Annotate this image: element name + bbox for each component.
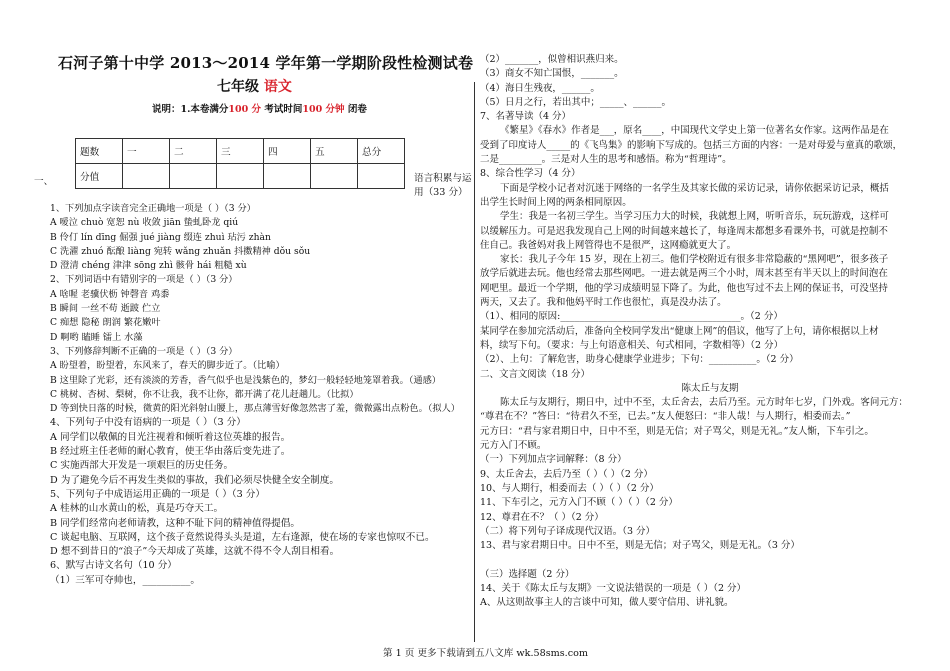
text-line: 料，续写下句。（要求：与上句语意相关、句式相同，字数相等）（2 分） [480,339,784,351]
score-cell: 分值 [76,164,123,189]
text-line: D 想不到昔日的“浪子”今天却成了英雄，这就不得不令人刮目相看。 [50,546,340,558]
text-line: C 实施西部大开发是一项艰巨的历史任务。 [50,460,234,472]
text-line: （三）选择题（2 分） [480,568,575,580]
text-line: B 瞬间 一丝不苟 逝跛 伫立 [50,303,161,315]
text-line: 家长：我儿子今年 15 岁，现在上初三。他们学校附近有很多非常隐蔽的“黑网吧”，很多孩子 [500,254,889,266]
text-line: 4、下列句子中没有语病的一项是（ ）（3 分） [50,417,246,429]
score-cell [123,164,170,189]
text-line: （5）日月之行，若出其中；_____、______。 [480,96,671,108]
text-line: 元方入门不顾。 [480,440,547,452]
note-time: 100 分钟 [302,104,345,115]
text-line: 12、尊君在不？（ ）（2 分） [480,511,604,523]
text-line: 7、名著导读（4 分） [480,111,571,123]
text-line: “尊君在不？”答曰：“待君久不至，已去。”友人便怒曰：“非人哉！与人期行，相委而去。” [480,411,851,423]
text-line: B 同学们经常向老师请教，这种不耻下问的精神值得提倡。 [50,517,300,529]
score-table [75,138,405,189]
score-cell [358,164,405,189]
text-line: B 经过班主任老师的耐心教育，使王华由落后变先进了。 [50,446,291,458]
text-line: B 这里除了光彩，还有淡淡的芳香，香气似乎也是浅紫色的，梦幻一般轻轻地笼罩着我。（通感） [50,374,441,386]
text-line: 13、君与家君期日中。日中不至，则是无信；对子骂父，则是无礼。（3 分） [480,540,800,552]
text-line: 受到了印度诗人_____的《飞鸟集》的影响下写成的。包括三方面的内容：一是对母爱与童真的歌颂， [480,139,903,151]
score-cell: 总分 [358,139,405,164]
text-line: A、从这则故事主人的言谈中可知，做人要守信用、讲礼貌。 [480,597,734,609]
text-line: （4）海日生残夜，______。 [480,82,600,94]
text-line: 住自己。我爸妈对我上网管得也不是很严，这网瘾就更大了。 [480,239,737,251]
text-line: 陈太丘与友期 [681,382,739,394]
text-line: A 盼望着，盼望着，东风来了，春天的脚步近了。（比喻） [50,360,285,372]
text-line: 二、文言文阅读（18 分） [480,368,590,380]
text-line: 8、综合性学习（4 分） [480,168,581,180]
text-line: 2、下列词语中有错别字的一项是（ ）（3 分） [50,274,238,286]
score-cell: 五 [311,139,358,164]
score-cell: 一 [123,139,170,164]
text-line: C 桃树、杏树、梨树，你不让我，我不让你，都开满了花儿赶趟儿。（比拟） [50,388,359,400]
score-cell: 题数 [76,139,123,164]
text-line: （1）、相同的原因:______________________________________。（2 分） [480,311,783,323]
text-line: 5、下列句子中成语运用正确的一项是（ ）（3 分） [50,488,265,500]
text-line: C 洗濯 zhuó 酝酿 liàng 宛转 wǎng zhuǎn 抖擞精神 dǒu sǒu [50,245,311,257]
note-mid: 考试时间 [261,104,303,115]
text-line: A 嗳泣 chuò 宽恕 nù 收敛 jiān 蛰虬卧龙 qiú [50,217,239,229]
text-line: 二是_________。三是对人生的思考和感悟。称为“哲理诗”。 [480,154,732,166]
text-line: D 啊哟 瞌睡 镭上 水藻 [50,331,143,343]
text-line: 两天，又去了。我和他妈平时工作也很忙，真是没办法了。 [480,297,727,309]
exam-note [152,101,367,115]
text-line: 下面是学校小记者对沉迷于网络的一名学生及其家长做的采访记录，请你依据采访记录，概括 [500,182,889,194]
text-line: 某同学在参加完活动后，准备向全校同学发出“健康上网”的倡议，他写了上句，请你根据以上材 [480,325,879,337]
text-line: 放学后就进去玩。他也经常去那些网吧。一进去就是两三个小时，周末甚至有半天以上的时间泡在 [480,268,888,280]
text-line: （一）下列加点字词解释：（8 分） [480,454,627,466]
note-prefix: 说明：1.本卷满分 [152,104,229,115]
score-cell [264,164,311,189]
text-line: C 谈起电脑、互联网，这个孩子竟然说得头头是道，左右逢源，使在场的专家也惊叹不已。 [50,531,435,543]
score-cell: 三 [217,139,264,164]
score-table-header-row [76,139,405,164]
text-line: 网吧里。最近一个学期，他的学习成绩明显下降了。为此，他也写过不去上网的保证书，可没坚持 [480,282,888,294]
text-line: （2）、上句：了解危害，助身心健康学业进步；下句：__________。（2 分） [480,354,799,366]
score-cell: 二 [170,139,217,164]
text-line: 陈太丘与友期行，期日中，过中不至，太丘舍去，去后乃至。元方时年七岁，门外戏。客问元方： [500,397,908,409]
text-line: 《繁星》《春水》作者是___，原名____，中国现代文学史上第一位著名女作家。这两作品是在 [500,125,889,137]
score-cell [217,164,264,189]
score-cell [311,164,358,189]
text-line: A 同学们以敬佩的目光注视着和倾听着这位英雄的报告。 [50,431,291,443]
text-line: 3、下列修辞判断不正确的一项是（ ）（3 分） [50,345,238,357]
score-table-value-row [76,164,405,189]
text-line: 10、与人期行，相委而去（ ）（ ）（2 分） [480,482,659,494]
text-line: 11、下车引之，元方入门不顾（ ）（ ）（2 分） [480,497,678,509]
page-footer: 第 1 页 更多下载请到五八文库 wk.58sms.com [383,648,588,659]
text-line: （2）_______，似曾相识燕归来。 [480,54,624,65]
grade-label: 七年级 [217,79,259,95]
grade-subject [217,76,292,96]
text-line: 以缓解压力。可是迟我发现自己上网的时间越来越长了，每逢周末都想多看课外书，可就是控制不 [480,225,888,237]
text-line: A 桂林的山水黄山的松，真是巧夺天工。 [50,503,224,515]
section-one-label: 一、 [34,176,54,187]
note-closed: 闭卷 [347,104,367,115]
column-divider [474,82,475,642]
score-cell: 四 [264,139,311,164]
text-line: D 为了避免今后不再发生类似的事故，我们必须尽快健全安全制度。 [50,474,339,486]
text-line: D 澄清 chéng 津津 sōng zhì 骸骨 hái 粗糙 xù [50,260,247,272]
text-line: 1、下列加点字读音完全正确地一项是（ ）（3 分） [50,203,256,214]
text-line: （二）将下列句子译成现代汉语。（3 分） [480,525,656,537]
text-line: D 等到快日落的时候，微黄的阳光斜射山腰上，那点薄雪好像忽然害了羞，微微露出点粉色。（拟人） [50,403,460,415]
text-line: 学生：我是一名初三学生。当学习压力大的时候，我就想上网，听听音乐，玩玩游戏，这样可 [500,211,889,223]
text-line: C 痴想 隐秘 朗润 繁花嫩叶 [50,317,161,329]
text-line [480,553,940,567]
text-line: （3）商女不知亡国恨，_______。 [480,68,624,80]
left-question-lines [50,202,460,588]
section-one-note: 语言积累与运用（33 分） [414,173,472,198]
note-score: 100 分 [228,104,262,115]
exam-title: 石河子第十中学 2013～2014 学年第一学期阶段性检测试卷 [58,54,474,72]
score-cell [170,164,217,189]
text-line: （1）三军可夺帅也，__________。 [50,574,201,586]
subject-label: 语文 [263,79,292,95]
text-line: B 伶仃 lín dīng 倔强 jué jiàng 缀连 zhuì 玷污 zhàn [50,231,271,243]
text-line: 6、默写古诗文名句（10 分） [50,560,177,572]
text-line: 元方曰：“君与家君期日中，日中不至，则是无信；对子骂父，则是无礼。”友人惭，下车引之。 [480,425,874,437]
text-line: 9、太丘舍去，去后乃至（ ）（ ）（2 分） [480,468,653,480]
text-line: 出学生长时间上网的两条相同原因。 [480,196,632,208]
text-line: A 啥喔 老骥伏枥 钟磬音 鸡黍 [50,288,170,300]
right-question-lines [480,53,940,611]
text-line: 14、关于《陈太丘与友期》一文说法错误的一项是（ ）（2 分） [480,582,746,594]
